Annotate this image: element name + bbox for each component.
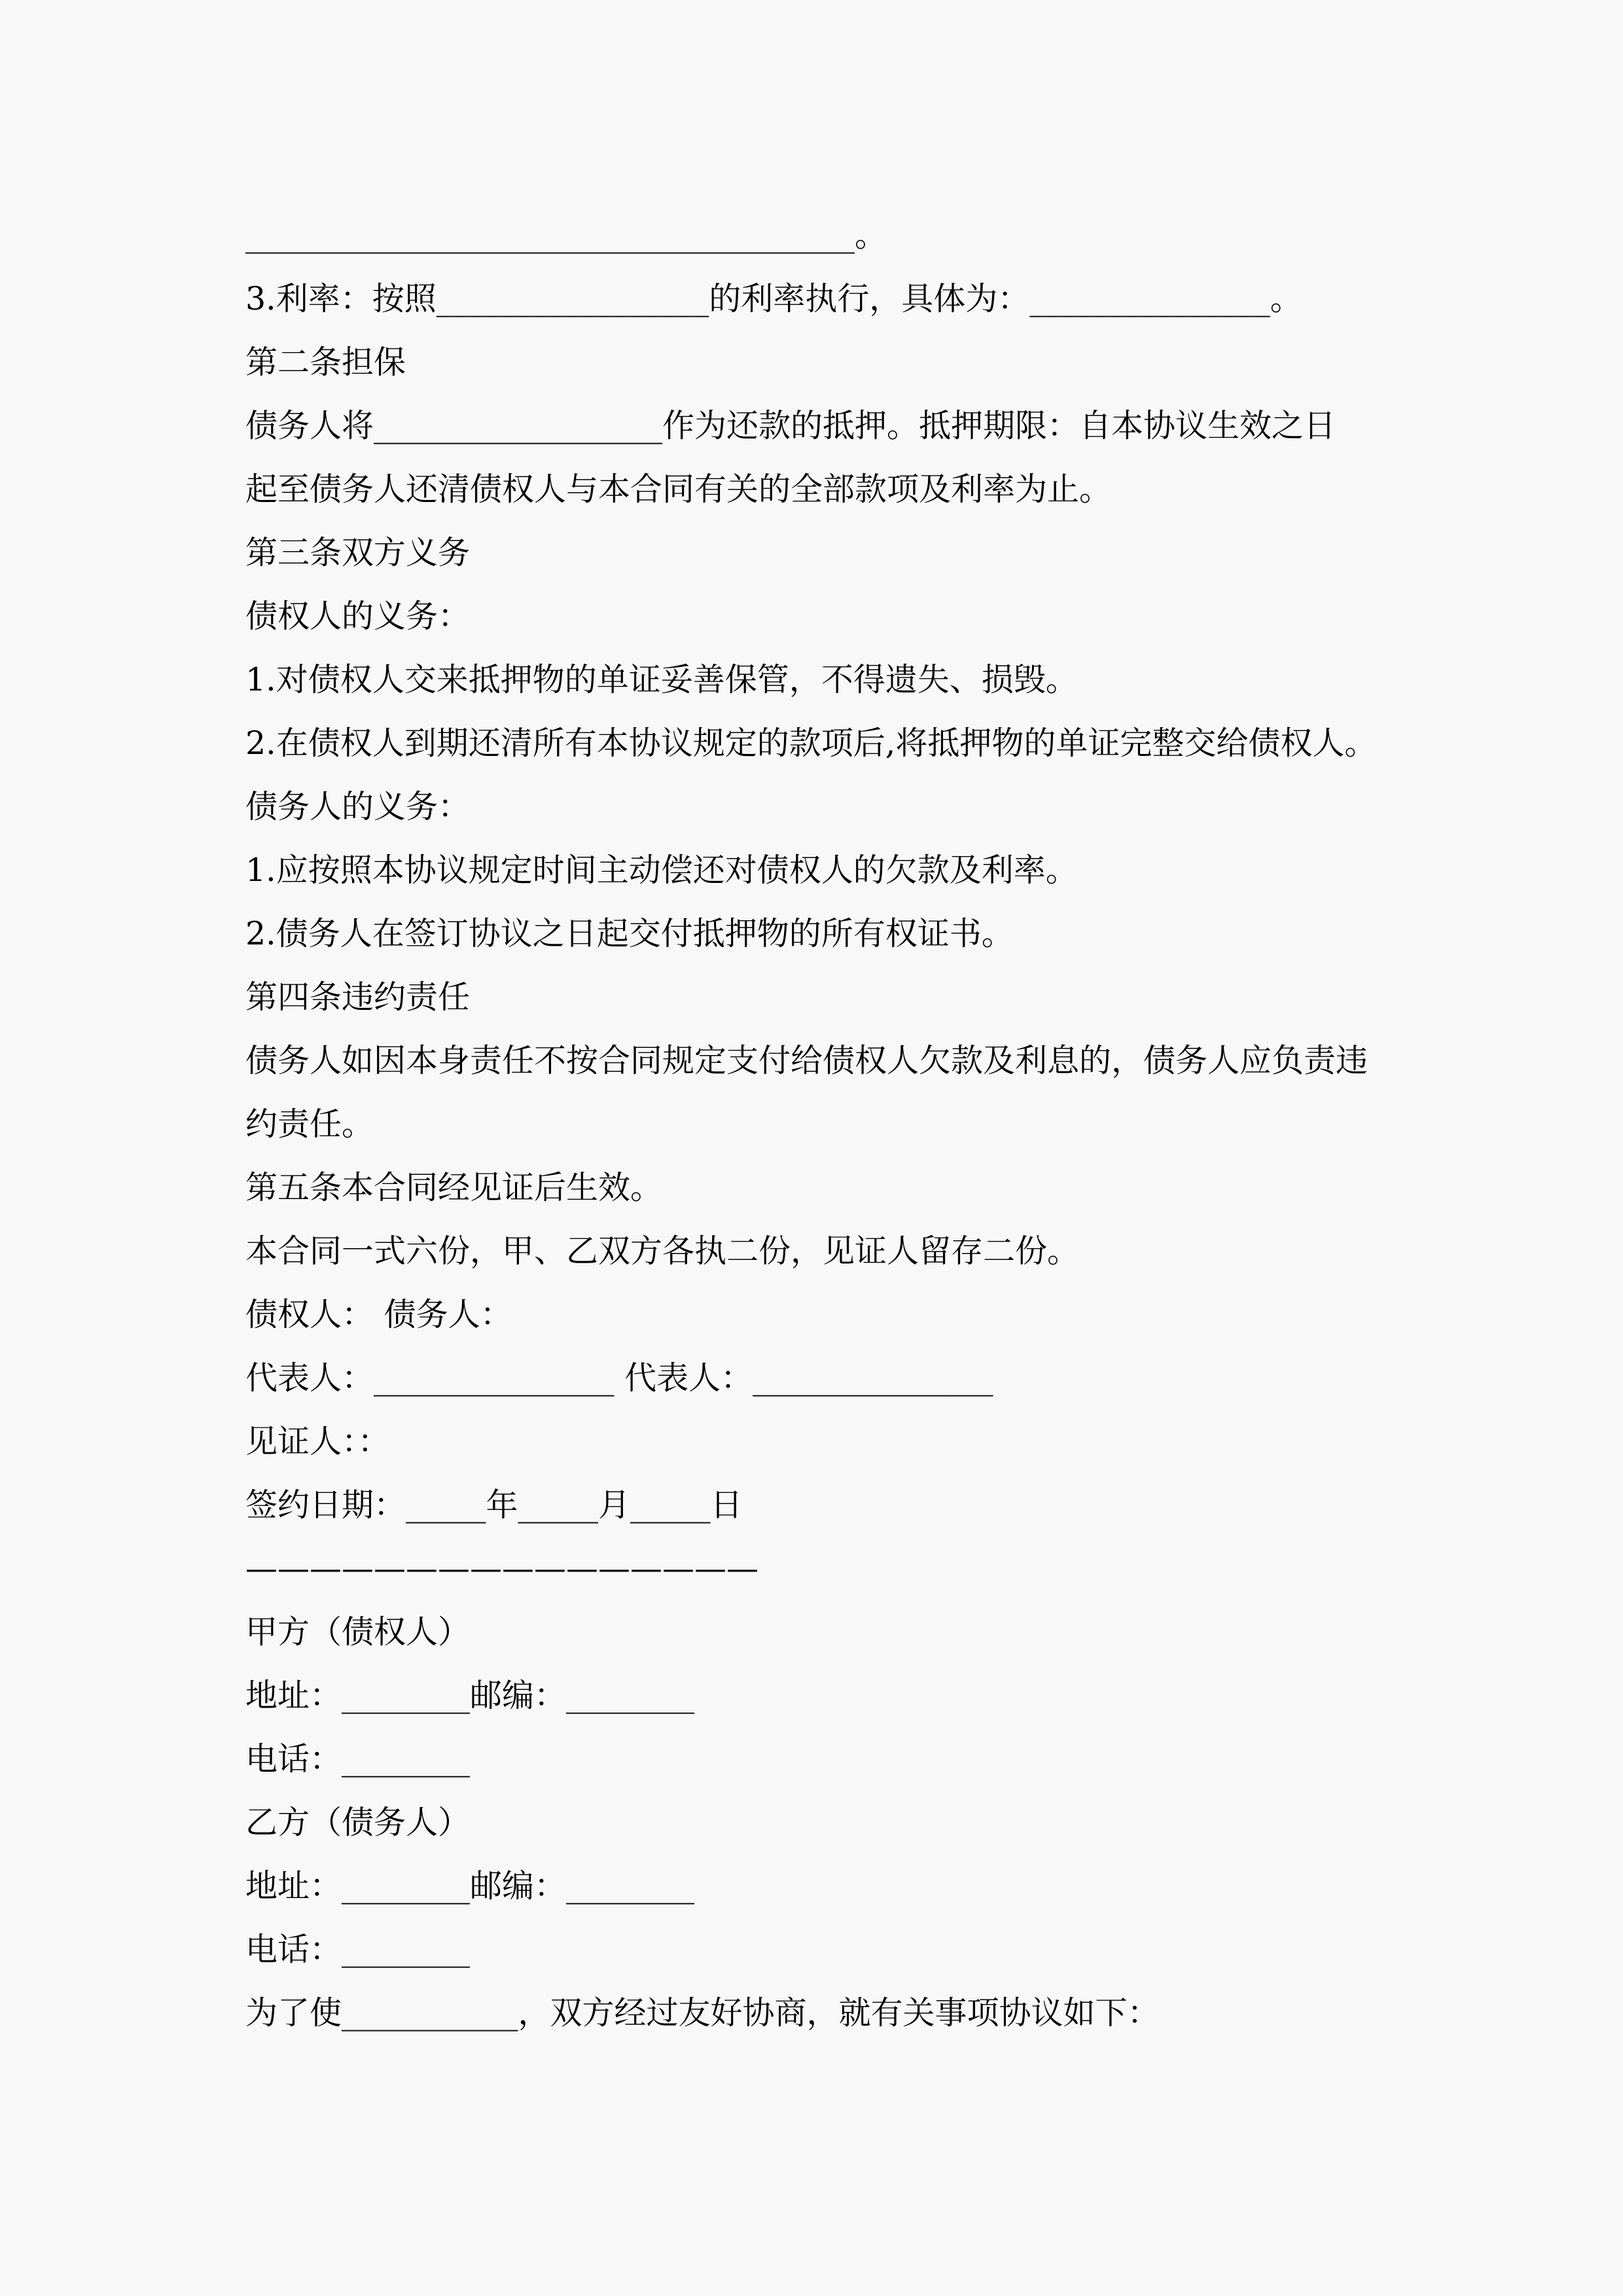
document-line-mortgage-clause: 债务人将__________________作为还款的抵押。抵押期限：自本协议生效之日 <box>245 407 1336 444</box>
document-line-breach-clause: 债务人如因本身责任不按合同规定支付给债权人欠款及利息的，债务人应负责违 <box>245 1042 1368 1079</box>
document-line-creditor-duty-2: 2.在债权人到期还清所有本协议规定的款项后,将抵押物的单证完整交给债权人。 <box>245 725 1377 762</box>
document-line-witness-signature: 见证人：： <box>245 1423 390 1460</box>
document-line-purpose-clause: 为了使___________，双方经过友好协商，就有关事项协议如下： <box>245 1994 1160 2032</box>
document-line-party-a-address: 地址：________邮编：________ <box>245 1677 695 1714</box>
document-line-representatives-signature: 代表人：_______________ 代表人：_______________ <box>245 1359 993 1397</box>
document-line-party-b-phone: 电话：________ <box>245 1931 471 1968</box>
document-line-party-a-phone: 电话：________ <box>245 1740 471 1778</box>
document-line-debtor-duty-1: 1.应按照本协议规定时间主动偿还对债权人的欠款及利率。 <box>245 852 1078 889</box>
document-line-creditor-duties-label: 债权人的义务： <box>245 598 471 635</box>
document-line-creditor-debtor-signature: 债权人： 债务人： <box>245 1296 512 1333</box>
document-line-interest-rate: 3.利率：按照_________________的利率执行，具体为：_______________。 <box>245 280 1302 317</box>
document-line-party-b-heading: 乙方（债务人） <box>245 1804 471 1841</box>
document-line-party-a-heading: 甲方（债权人） <box>245 1613 471 1651</box>
document-line-article5-heading: 第五条本合同经见证后生效。 <box>245 1169 663 1206</box>
document-line-debtor-duty-2: 2.债务人在签订协议之日起交付抵押物的所有权证书。 <box>245 915 1014 952</box>
document-line-party-b-address: 地址：________邮编：________ <box>245 1867 695 1905</box>
document-line-mortgage-clause-cont: 起至债务人还清债权人与本合同有关的全部款项及利率为止。 <box>245 471 1112 508</box>
contract-document <box>245 204 1423 2045</box>
document-line-article4-heading: 第四条违约责任 <box>245 978 471 1016</box>
document-line-blank-fill: ______________________________________。 <box>245 217 887 254</box>
document-line-breach-clause-cont: 约责任。 <box>245 1105 374 1143</box>
document-line-creditor-duty-1: 1.对债权人交来抵押物的单证妥善保管，不得遗失、损毁。 <box>245 661 1078 698</box>
document-divider-dashes: ———————————————— <box>245 1550 758 1587</box>
document-line-article3-heading: 第三条双方义务 <box>245 534 471 571</box>
document-line-copies-clause: 本合同一式六份，甲、乙双方各执二份，见证人留存二份。 <box>245 1232 1080 1270</box>
document-line-article2-heading: 第二条担保 <box>245 344 406 381</box>
document-line-signing-date: 签约日期：_____年_____月_____日 <box>245 1486 743 1524</box>
document-line-debtor-duties-label: 债务人的义务： <box>245 788 471 825</box>
